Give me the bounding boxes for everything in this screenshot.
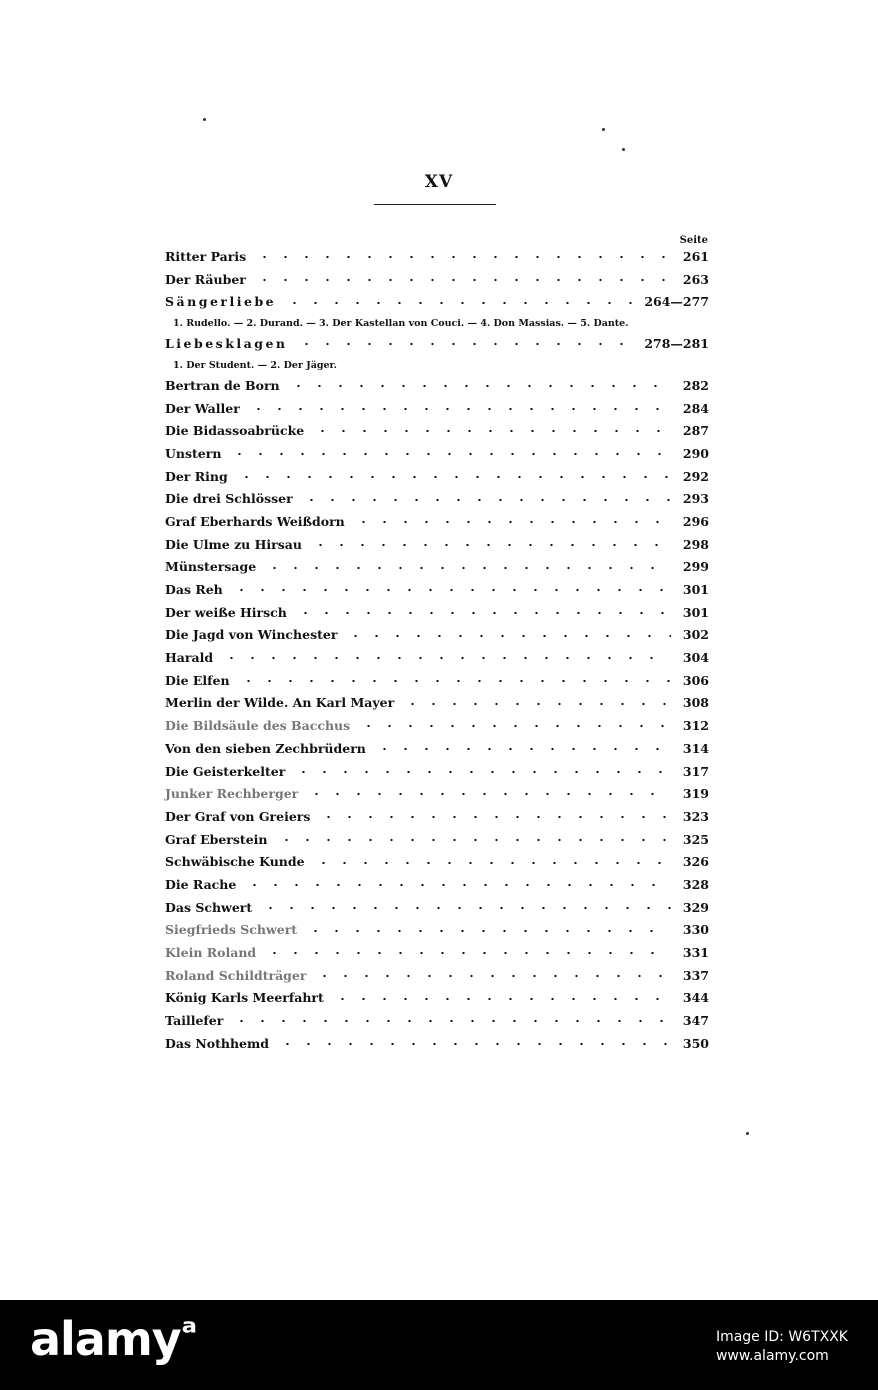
toc-entry xyxy=(165,443,709,466)
dot-leader xyxy=(221,652,671,664)
toc-page-number: 317 xyxy=(682,763,709,779)
toc-page-number: 301 xyxy=(682,582,709,598)
toc-entry xyxy=(165,738,709,761)
dot-leader xyxy=(264,562,671,574)
toc-entry xyxy=(165,942,709,965)
column-header-seite: Seite xyxy=(679,235,708,246)
toc-page-number: 302 xyxy=(682,627,709,643)
toc-entry xyxy=(165,897,709,920)
toc-page-number: 344 xyxy=(682,990,709,1006)
toc-title: Die Ulme zu Hirsau xyxy=(165,539,306,552)
toc-title: Roland Schildträger xyxy=(165,970,310,983)
toc-title: Schwäbische Kunde xyxy=(165,856,309,869)
toc-title: Graf Eberhards Weißdorn xyxy=(165,516,349,529)
toc-page-number: 301 xyxy=(682,604,709,620)
toc-entry xyxy=(165,466,709,489)
toc-page-number: 278—281 xyxy=(644,336,709,352)
dot-leader xyxy=(264,947,671,959)
dot-leader xyxy=(332,993,671,1005)
toc-entry xyxy=(165,534,709,557)
heading-rule xyxy=(374,204,496,205)
toc-title: Die Jagd von Winchester xyxy=(165,629,341,642)
brand-logo: alamy$^ᵃ$ xyxy=(30,1312,197,1366)
dot-leader xyxy=(254,251,671,263)
toc-title: Der Waller xyxy=(165,403,244,416)
toc-page-number: 314 xyxy=(682,740,709,756)
toc-entry xyxy=(165,375,709,398)
watermark-footer xyxy=(0,1300,878,1390)
toc-entry xyxy=(165,851,709,874)
brand-mark-icon: ᵃ xyxy=(180,1312,197,1353)
toc-title: Merlin der Wilde. An Karl Mayer xyxy=(165,697,398,710)
toc-page-number: 331 xyxy=(682,945,709,961)
dot-leader xyxy=(248,403,671,415)
toc-page-number: 290 xyxy=(682,445,709,461)
toc-page-number: 298 xyxy=(682,536,709,552)
toc-page-number: 264—277 xyxy=(644,294,709,310)
dot-leader xyxy=(305,925,671,937)
toc-page-number: 347 xyxy=(682,1013,709,1029)
toc-title: Bertran de Born xyxy=(165,380,284,393)
toc-entry xyxy=(165,965,709,988)
toc-page-number: 350 xyxy=(682,1035,709,1051)
toc-title: Der Ring xyxy=(165,471,232,484)
toc-subentry: 1. Rudello. — 2. Durand. — 3. Der Kastellan von Couci. — 4. Don Massias. — 5. Dante. xyxy=(173,318,629,330)
toc-entry xyxy=(165,420,709,443)
toc-entry xyxy=(165,488,709,511)
toc-page-number: 282 xyxy=(682,377,709,393)
toc-title: Junker Rechberger xyxy=(165,788,302,801)
toc-page-number: 337 xyxy=(682,967,709,983)
dot-leader xyxy=(345,630,671,642)
dot-leader xyxy=(295,607,671,619)
dot-leader xyxy=(238,675,671,687)
toc-title: Die Bidassoabrücke xyxy=(165,425,308,438)
toc-entry xyxy=(165,874,709,897)
dot-leader xyxy=(284,297,640,309)
toc-title: Harald xyxy=(165,652,217,665)
toc-title: Klein Roland xyxy=(165,947,260,960)
page-number: XV xyxy=(424,172,454,192)
dot-leader xyxy=(231,1015,671,1027)
toc-title: Die Bildsäule des Bacchus xyxy=(165,720,354,733)
dot-leader xyxy=(402,698,671,710)
image-id: Image ID: W6TXXK xyxy=(715,1329,848,1345)
toc-page-number: 263 xyxy=(682,271,709,287)
dot-leader xyxy=(231,584,671,596)
site-url: www.alamy.com xyxy=(715,1348,829,1364)
toc-page-number: 261 xyxy=(682,249,709,265)
toc-entry xyxy=(165,556,709,579)
toc-title: Sängerliebe xyxy=(165,296,280,309)
table-of-contents xyxy=(165,246,709,1055)
toc-title: Die Elfen xyxy=(165,675,234,688)
toc-title: Die Rache xyxy=(165,879,240,892)
toc-entry xyxy=(165,1033,709,1056)
toc-page-number: 328 xyxy=(682,876,709,892)
dot-leader xyxy=(310,539,671,551)
toc-entry xyxy=(165,806,709,829)
footer-info xyxy=(716,1328,848,1366)
toc-title: Der weiße Hirsch xyxy=(165,607,291,620)
toc-page-number: 287 xyxy=(682,423,709,439)
dot-leader xyxy=(276,834,672,846)
dot-leader xyxy=(318,811,671,823)
toc-entry xyxy=(165,1010,709,1033)
toc-page-number: 296 xyxy=(682,513,709,529)
toc-page-number: 330 xyxy=(682,922,709,938)
dot-leader xyxy=(312,425,671,437)
toc-title: Die drei Schlösser xyxy=(165,493,297,506)
toc-page-number: 319 xyxy=(682,786,709,802)
toc-entry xyxy=(165,602,709,625)
toc-title: Der Räuber xyxy=(165,274,250,287)
dot-leader xyxy=(313,857,671,869)
dot-leader xyxy=(229,448,671,460)
toc-title: Das Nothhemd xyxy=(165,1038,273,1051)
dot-leader xyxy=(374,743,671,755)
toc-entry xyxy=(165,511,709,534)
toc-title: Liebesklagen xyxy=(165,338,292,351)
toc-title: Von den sieben Zechbrüdern xyxy=(165,743,370,756)
toc-page-number: 299 xyxy=(682,559,709,575)
toc-entry xyxy=(165,624,709,647)
toc-entry xyxy=(165,987,709,1010)
toc-title: Siegfrieds Schwert xyxy=(165,924,301,937)
toc-entry xyxy=(165,397,709,420)
dot-leader xyxy=(254,274,671,286)
dot-leader xyxy=(244,879,671,891)
toc-entry xyxy=(165,829,709,852)
dot-leader xyxy=(296,338,641,350)
dot-leader xyxy=(277,1038,671,1050)
toc-entry xyxy=(165,269,709,292)
dot-leader xyxy=(288,380,671,392)
dot-leader xyxy=(314,970,671,982)
toc-page-number: 329 xyxy=(682,899,709,915)
toc-page-number: 292 xyxy=(682,468,709,484)
dot-leader xyxy=(353,516,671,528)
toc-entry xyxy=(165,783,709,806)
toc-page-number: 304 xyxy=(682,650,709,666)
toc-section xyxy=(165,291,709,314)
toc-page-number: 312 xyxy=(682,718,709,734)
dot-leader xyxy=(358,720,671,732)
toc-page-number: 326 xyxy=(682,854,709,870)
toc-entry xyxy=(165,579,709,602)
toc-entry xyxy=(165,246,709,269)
toc-page-number: 293 xyxy=(682,491,709,507)
toc-title: Der Graf von Greiers xyxy=(165,811,314,824)
toc-page-number: 308 xyxy=(682,695,709,711)
toc-title: Taillefer xyxy=(165,1015,227,1028)
toc-title: Das Schwert xyxy=(165,902,256,915)
toc-title: Die Geisterkelter xyxy=(165,766,289,779)
toc-entry xyxy=(165,692,709,715)
toc-title: Das Reh xyxy=(165,584,227,597)
toc-title: Graf Eberstein xyxy=(165,834,272,847)
toc-section xyxy=(165,333,709,356)
toc-title: Ritter Paris xyxy=(165,251,250,264)
toc-title: König Karls Meerfahrt xyxy=(165,992,328,1005)
toc-entry xyxy=(165,715,709,738)
dot-leader xyxy=(260,902,671,914)
toc-page-number: 325 xyxy=(682,831,709,847)
dot-leader xyxy=(301,494,671,506)
toc-page-number: 306 xyxy=(682,672,709,688)
toc-entry xyxy=(165,760,709,783)
toc-subentry: 1. Der Student. — 2. Der Jäger. xyxy=(173,359,337,371)
toc-title: Unstern xyxy=(165,448,225,461)
toc-entry xyxy=(165,670,709,693)
toc-entry xyxy=(165,919,709,942)
toc-title: Münstersage xyxy=(165,561,260,574)
toc-page-number: 284 xyxy=(682,400,709,416)
dot-leader xyxy=(236,471,671,483)
toc-entry xyxy=(165,647,709,670)
dot-leader xyxy=(306,788,671,800)
toc-page-number: 323 xyxy=(682,808,709,824)
dot-leader xyxy=(293,766,671,778)
